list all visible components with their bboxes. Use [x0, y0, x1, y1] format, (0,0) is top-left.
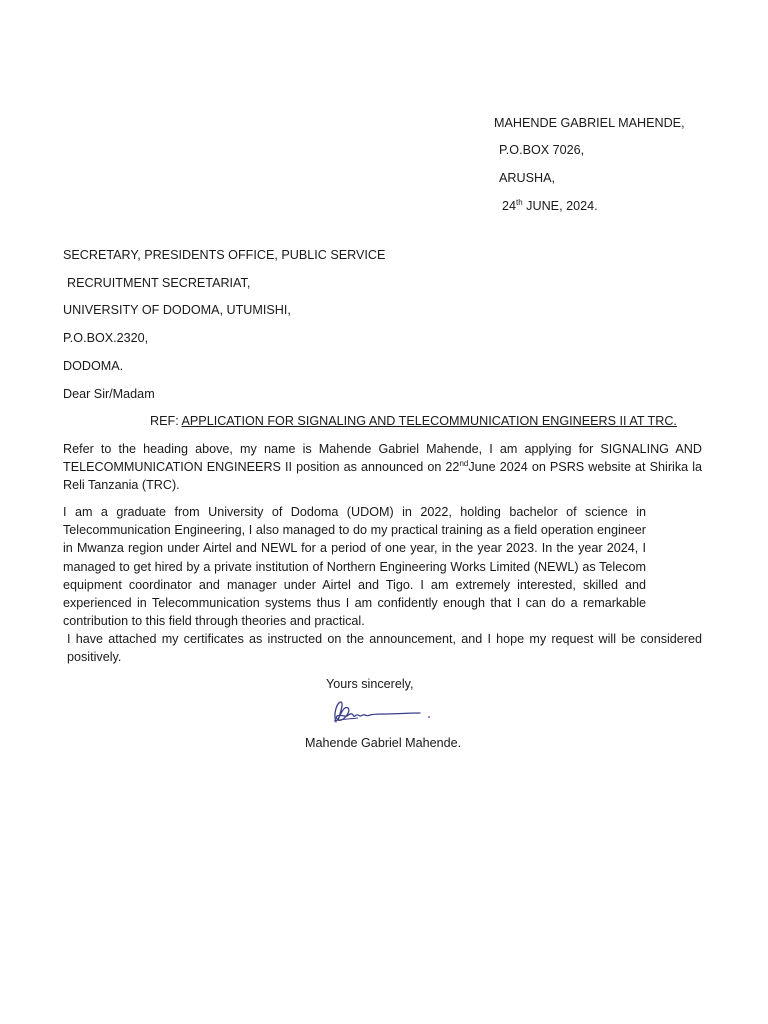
recipient-line-2: RECRUITMENT SECRETARIAT,	[67, 276, 251, 290]
recipient-line-1: SECRETARY, PRESIDENTS OFFICE, PUBLIC SERVICE	[63, 248, 386, 262]
reference-prefix: REF:	[150, 414, 182, 428]
paragraph-1-text-end: June 2024 on PSRS website at Shirika la Reli Tanzania (TRC).	[63, 460, 702, 493]
reference-subject: APPLICATION FOR SIGNALING AND TELECOMMUNICATION ENGINEERS II AT TRC.	[181, 414, 677, 428]
date-rest: JUNE, 2024.	[522, 199, 598, 213]
date-day: 24	[502, 199, 517, 213]
recipient-line-3: UNIVERSITY OF DODOMA, UTUMISHI,	[63, 303, 291, 317]
paragraph-2: I am a graduate from University of Dodoma (UDOM) in 2022, holding bachelor of science in Telecommunication Engineering, I also managed to do my practical training as a field operation engineer in Mwanza region under Airtel and NEWL for a period of one year, in the year 2023. In the year 2024, I managed to get hired by a private institution of Northern Engineering Works Limited (NEWL) as Telecom equipment coordinator and manager under Airtel and Tigo. I am extremely interested, skilled and experienced in Telecommunication systems thus I am confidently enough that I can do a remarkable contribution to this field through theories and practical.	[63, 505, 646, 629]
sender-po-box: P.O.BOX 7026,	[499, 143, 585, 157]
reference-line	[150, 414, 677, 429]
sender-city: ARUSHA,	[499, 171, 555, 185]
closing: Yours sincerely,	[326, 677, 414, 691]
sender-name: MAHENDE GABRIEL MAHENDE,	[494, 116, 685, 130]
signature-dot	[428, 716, 430, 718]
paragraph-1-text: Refer to the heading above, my name is Mahende Gabriel Mahende, I am applying for SIGNALING AND TELECOMMUNICATION ENGINEERS II position as announced on 22	[63, 442, 702, 475]
signatory-name: Mahende Gabriel Mahende.	[305, 736, 462, 750]
recipient-line-5: DODOMA.	[63, 359, 124, 373]
handwritten-signature	[328, 694, 438, 734]
paragraph-3: I have attached my certificates as instructed on the announcement, and I hope my request will be considered positively.	[67, 632, 702, 665]
letter-date	[502, 199, 598, 214]
paragraph-1-superscript: nd	[459, 459, 469, 469]
date-superscript: th	[516, 198, 523, 207]
paragraph-1	[63, 440, 702, 495]
salutation: Dear Sir/Madam	[63, 387, 155, 401]
recipient-line-4: P.O.BOX.2320,	[63, 331, 149, 345]
